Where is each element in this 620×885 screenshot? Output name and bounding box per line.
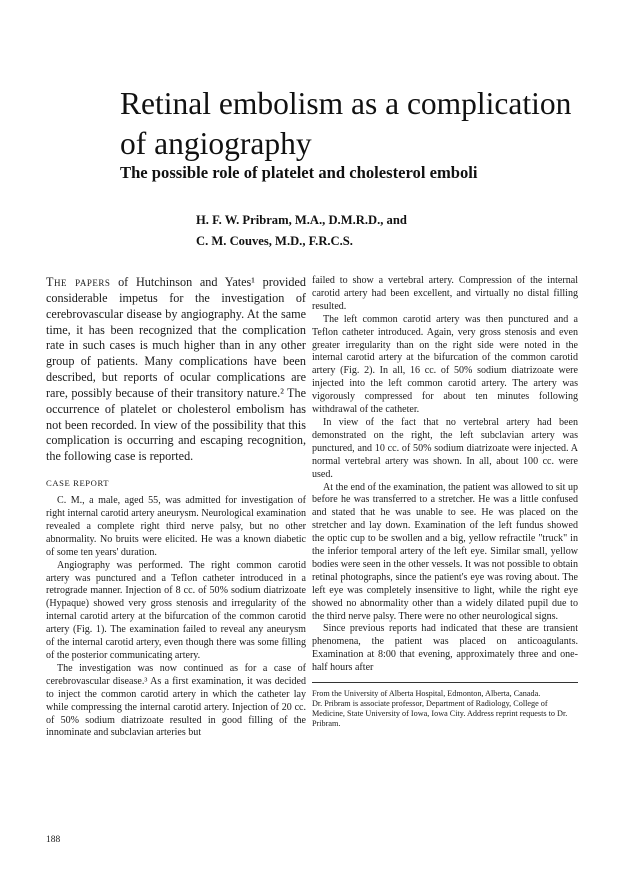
author-line-1: H. F. W. Pribram, M.A., D.M.R.D., and — [196, 213, 407, 227]
body-paragraph: In view of the fact that no vertebral artery had been demonstrated on the right, the left subclavian artery was punctured, and 10 cc. of 50% sodium diatrizoate were injected. A normal vertebral artery was shown. In all, about 100 cc. were used. — [312, 416, 578, 480]
body-paragraph: failed to show a vertebral artery. Compression of the internal carotid artery had been excellent, and virtually no distal filling resulted. — [312, 275, 578, 312]
body-paragraph: At the end of the examination, the patient was allowed to sit up before he was transferred to a stretcher. He was a little confused and stated that he was unable to see. He was placed on the stretcher and lay down. Examination of the left fundus showed the optic cup to be swollen and a big, yellow refractile "truck" in the inferior temporal artery of the left eye. Similar small, yellow bodies were seen in the other vessels. It was not possible to obtain retinal photographs, since the patient's eye was roving about. The left eye was completely insensitive to light, while the right eye showed no abnormality other than a widely dilated pupil due to the third nerve palsy. There were no other neurological signs. — [312, 481, 578, 622]
intro-text: of Hutchinson and Yates¹ provided considerable impetus for the investigation of cerebrovascular disease by angiography. At the same time, it has been recognized that the complication rate in such cases is much higher than in any other group of patients. Many complications have been described, but reports of ocular complications are rare, possibly because of their transitory nature.² The occurrence of platelet or cholesterol embolism has not been recorded. In view of the possibility that this complication is occurring and escaping recognition, the following case is reported. — [46, 275, 306, 464]
body-paragraph: Angiography was performed. The right common carotid artery was punctured and a Teflon catheter introduced in a retrograde manner. Injection of 8 cc. of 50% sodium diatrizoate (Hypaque) showed very gross stenosis and irregularity of the internal carotid artery at the bifurcation of the common carotid artery (Fig. 1). The examination failed to reveal any aneurysm of the internal carotid artery, even though there was some filling of the posterior communicating artery. — [46, 559, 306, 661]
author-line-2: C. M. Couves, M.D., F.R.C.S. — [196, 234, 353, 248]
left-column — [46, 275, 306, 740]
footnote: From the University of Alberta Hospital, Edmonton, Alberta, Canada. — [312, 689, 541, 699]
body-paragraph: Since previous reports had indicated that these are transient phenomena, the patient was placed on anticoagulants. Examination at 8:00 that evening, approximately three and one-half hours after — [312, 623, 578, 674]
body-paragraph: C. M., a male, aged 55, was admitted for investigation of right internal carotid artery aneurysm. Neurological examination revealed a complete right third nerve palsy, but no other abnormality. No bruits were elicited. He was a known diabetic of some ten years' duration. — [46, 495, 306, 558]
intro-lead: The papers — [46, 275, 111, 289]
footnote: Dr. Pribram is associate professor, Department of Radiology, College of Medicine, State University of Iowa, Iowa City. Address reprint requests to Dr. Pribram. — [312, 699, 568, 729]
body-paragraph: The investigation was now continued as for a case of cerebrovascular disease.³ As a first examination, it was decided to inject the common carotid artery in which the catheter lay while compressing the internal carotid artery. Injection of 20 cc. of 50% sodium diatrizoate resulted in good filling of the innominate and subclavian arteries but — [46, 662, 306, 739]
section-heading: CASE REPORT — [46, 478, 110, 489]
article-subtitle: The possible role of platelet and cholesterol emboli — [120, 163, 478, 182]
body-paragraph: The left common carotid artery was then punctured and a Teflon catheter introduced. Again, very gross stenosis and even greater irregularity than on the right side were noted in the internal carotid artery at the bifurcation of the common carotid artery (Fig. 2). In all, 16 cc. of 50% sodium diatrizoate were injected into the left common carotid artery. The artery was vigorously compressed for about ten minutes following withdrawal of the catheter. — [312, 313, 578, 416]
footnote-divider — [312, 682, 578, 683]
article-title: Retinal embolism as a complication of angiography — [120, 86, 572, 161]
right-column — [312, 275, 578, 729]
page-number: 188 — [46, 835, 61, 845]
intro-paragraph — [46, 275, 306, 465]
